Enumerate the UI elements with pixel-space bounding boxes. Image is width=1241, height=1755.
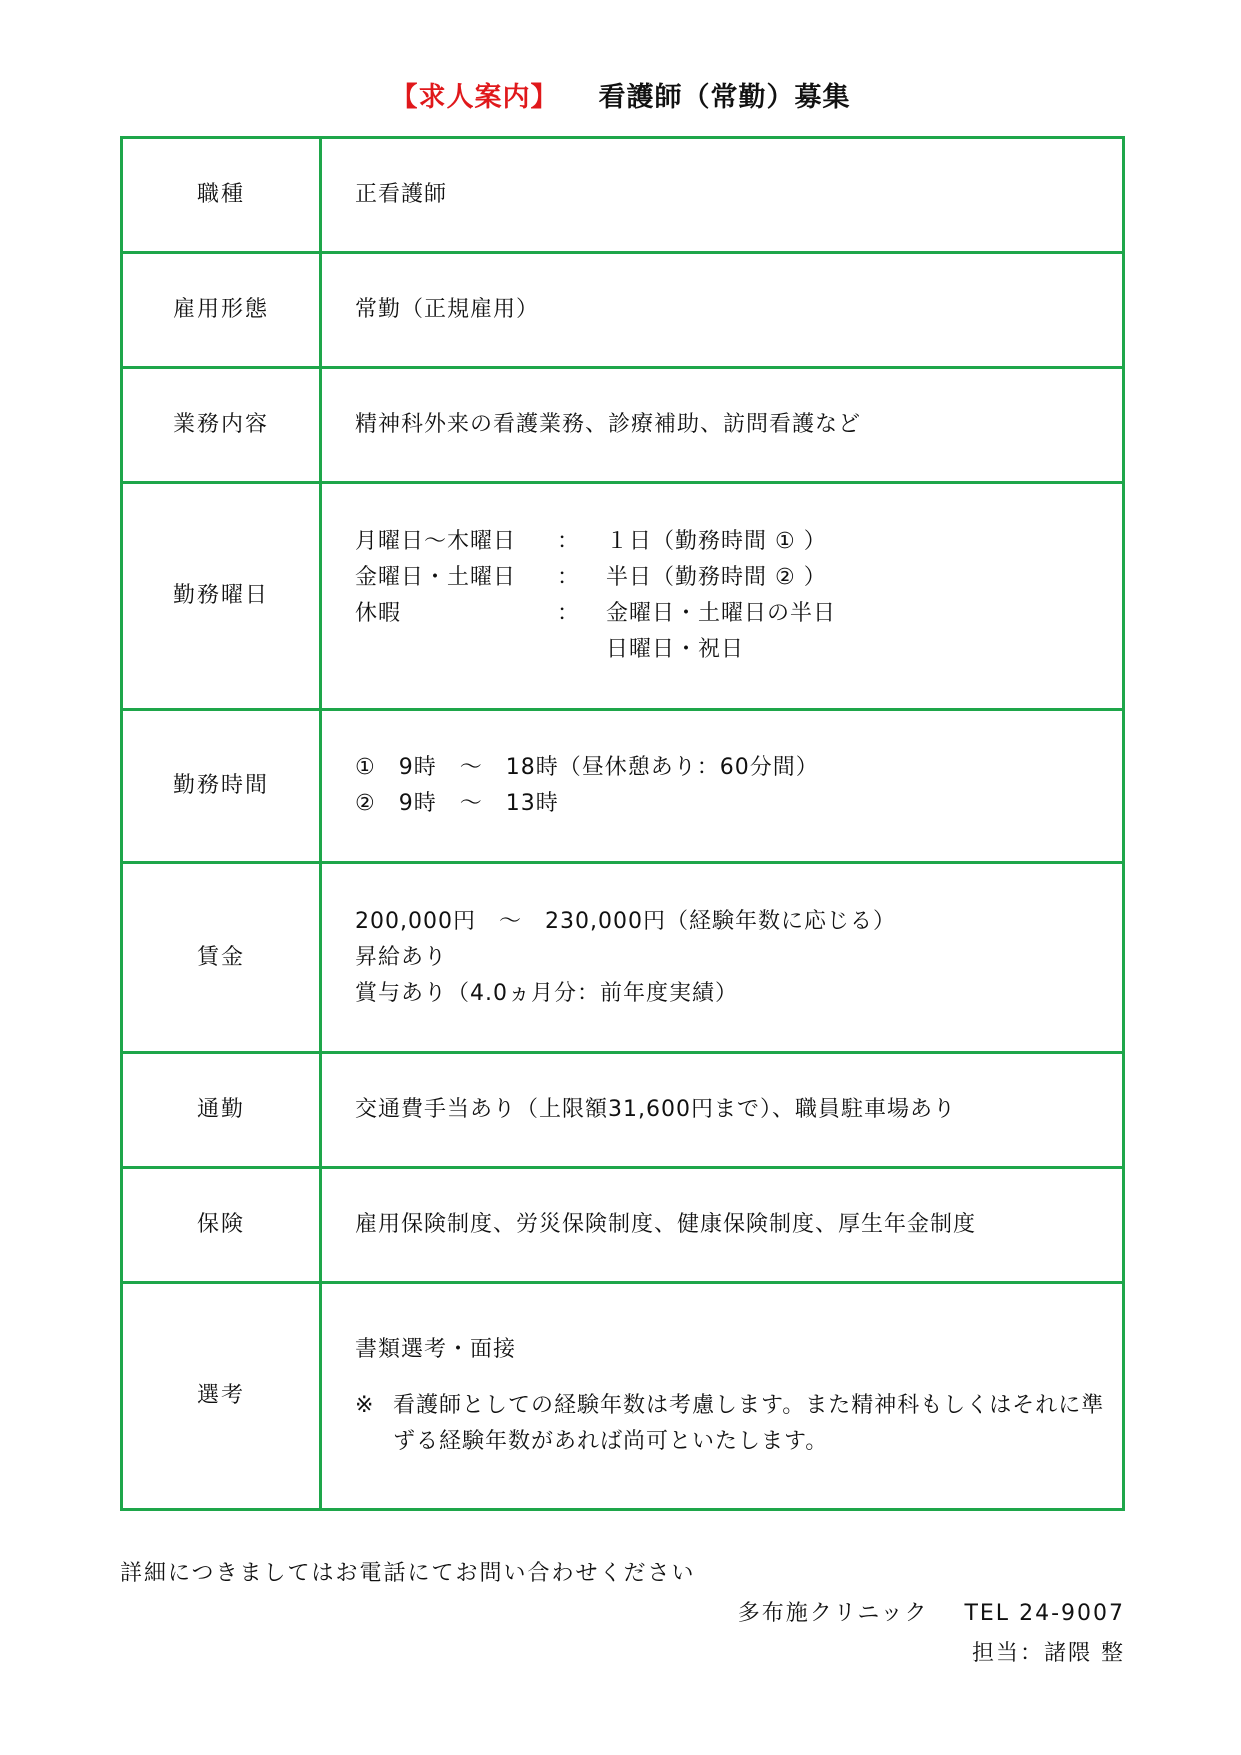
value-selection <box>321 1283 1124 1510</box>
selection-method: 書類選考・面接 <box>355 1337 517 1362</box>
label-wage: 賃金 <box>122 863 321 1053</box>
tel-label: TEL <box>964 1601 1011 1626</box>
value-hours <box>321 710 1124 863</box>
title-main: 看護師（常勤）募集 <box>598 82 851 113</box>
wage-line: 賞与あり（4.0ヵ月分：前年度実績） <box>355 980 738 1006</box>
wage-line: 昇給あり <box>355 944 448 970</box>
workday-detail: 半日（勤務時間 ② ） <box>606 565 827 590</box>
label-selection: 選考 <box>122 1283 321 1510</box>
hours-line: ① 9時 ～ 18時（昼休憩あり：60分間） <box>355 755 819 780</box>
workday-detail: １日（勤務時間 ① ） <box>606 529 827 554</box>
row-job-type <box>122 138 1124 253</box>
workday-sep <box>557 632 606 668</box>
wage-line: 200,000円 ～ 230,000円（経験年数に応じる） <box>355 908 896 934</box>
label-hours: 勤務時間 <box>122 710 321 863</box>
clinic-name: 多布施クリニック <box>737 1601 929 1626</box>
row-commute <box>122 1053 1124 1168</box>
row-insurance <box>122 1168 1124 1283</box>
row-workdays <box>122 483 1124 710</box>
workday-sep: ： <box>557 601 581 626</box>
label-employment: 雇用形態 <box>122 253 321 368</box>
workday-sep: ： <box>557 529 581 554</box>
workday-day: 休暇 <box>355 601 402 626</box>
hours-line: ② 9時 ～ 13時 <box>355 791 559 816</box>
label-job-type: 職種 <box>122 138 321 253</box>
row-selection <box>122 1283 1124 1510</box>
workdays-grid <box>355 524 1112 668</box>
row-employment <box>122 253 1124 368</box>
workday-day: 月曜日～木曜日 <box>355 529 517 554</box>
note-text: 看護師としての経験年数は考慮します。また精神科もしくはそれに準ずる経験年数があれば尚可といたします。 <box>393 1393 1105 1454</box>
row-wage <box>122 863 1124 1053</box>
workday-detail: 日曜日・祝日 <box>606 637 745 662</box>
value-workdays <box>321 483 1124 710</box>
workday-sep: ： <box>557 565 581 590</box>
label-workdays: 勤務曜日 <box>122 483 321 710</box>
clinic-contact-line <box>738 1596 1125 1632</box>
job-table <box>120 136 1125 1511</box>
label-insurance: 保険 <box>122 1168 321 1283</box>
label-duties: 業務内容 <box>122 368 321 483</box>
row-hours <box>122 710 1124 863</box>
value-commute: 交通費手当あり（上限額31,600円まで）、職員駐車場あり <box>321 1053 1124 1168</box>
row-duties <box>122 368 1124 483</box>
tel-number: 24-9007 <box>1019 1601 1125 1626</box>
label-commute: 通勤 <box>122 1053 321 1168</box>
value-job-type: 正看護師 <box>321 138 1124 253</box>
workday-day <box>355 632 557 668</box>
value-employment: 常勤（正規雇用） <box>321 253 1124 368</box>
title-tag: 【求人案内】 <box>390 82 559 113</box>
value-wage <box>321 863 1124 1053</box>
value-insurance: 雇用保険制度、労災保険制度、健康保険制度、厚生年金制度 <box>321 1168 1124 1283</box>
inquiry-text: 詳細につきましてはお電話にてお問い合わせください <box>120 1561 696 1586</box>
contact-person: 担当：諸隈 整 <box>972 1641 1125 1666</box>
workday-detail: 金曜日・土曜日の半日 <box>606 601 837 626</box>
selection-note <box>355 1388 1112 1460</box>
workday-day: 金曜日・土曜日 <box>355 565 517 590</box>
value-duties: 精神科外来の看護業務、診療補助、訪問看護など <box>321 368 1124 483</box>
note-mark: ※ <box>355 1393 375 1418</box>
page-title <box>0 74 1241 122</box>
